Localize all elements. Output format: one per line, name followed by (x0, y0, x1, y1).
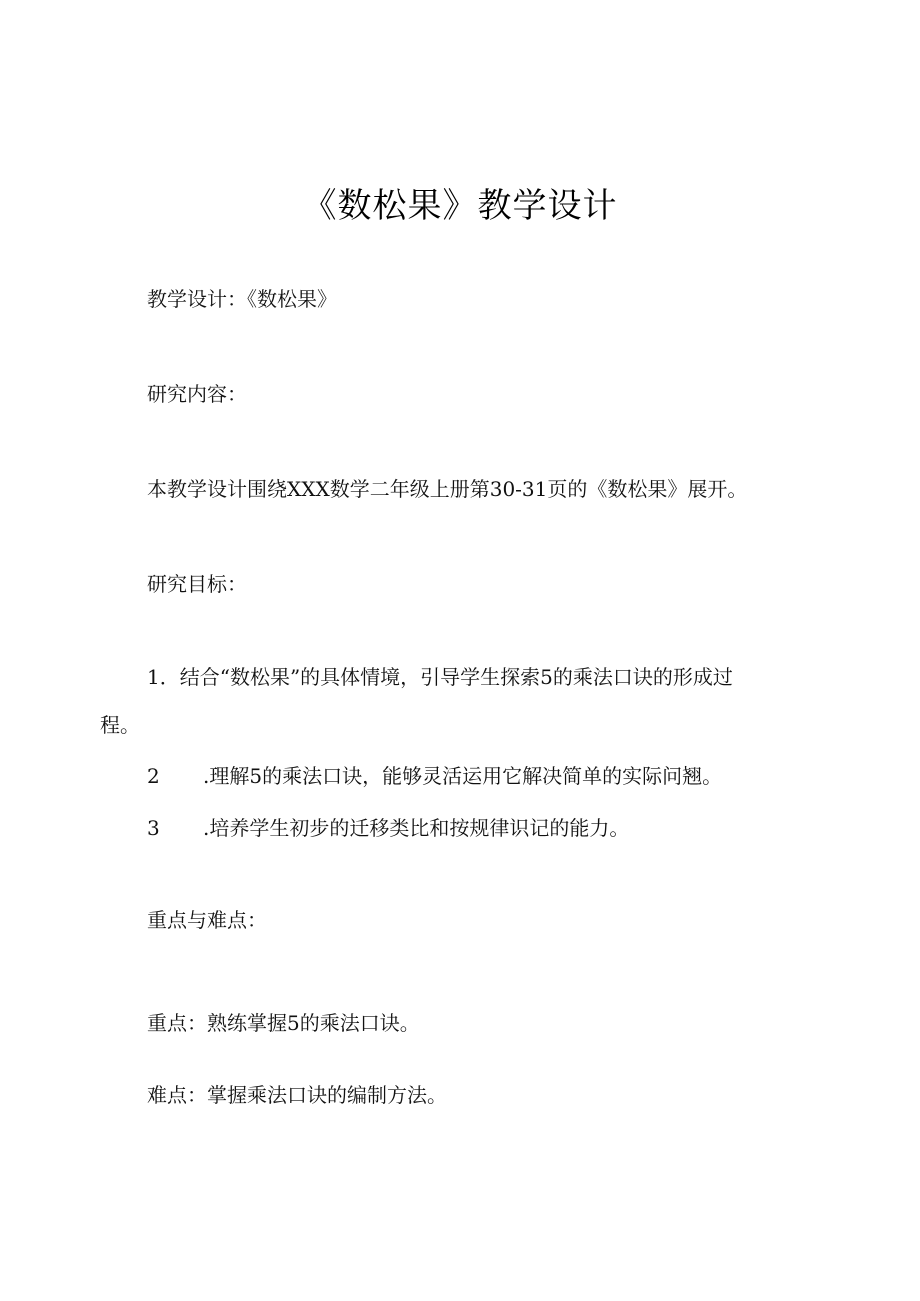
key-point: 重点：熟练掌握5的乘法口诀。 (147, 1011, 420, 1035)
objective-2 (147, 762, 722, 790)
objective-3 (147, 814, 629, 842)
key-points-heading: 重点与难点： (147, 908, 267, 932)
objective-3-text: .培养学生初步的迁移类比和按规律识记的能力。 (203, 816, 630, 840)
objective-1-line1: 1．结合“数松果”的具体情境，引导学生探索5的乘法口诀的形成过 (147, 665, 733, 689)
difficult-point: 难点：掌握乘法口诀的编制方法。 (147, 1083, 447, 1107)
content-text: 本教学设计围绕XXX数学二年级上册第30-31页的《数松果》展开。 (147, 477, 748, 501)
objective-2-text: .理解5的乘法口诀，能够灵活运用它解决简单的实际问翘。 (203, 764, 723, 788)
content-heading: 研究内容： (147, 382, 247, 406)
document-title: 《数松果》教学设计 (302, 186, 618, 226)
objectives-heading: 研究目标： (147, 572, 247, 596)
design-label: 教学设计：《数松果》 (147, 287, 337, 311)
objective-3-number: 3 (147, 816, 160, 840)
objective-1-line2: 程。 (100, 713, 140, 737)
objective-2-number: 2 (147, 764, 160, 788)
